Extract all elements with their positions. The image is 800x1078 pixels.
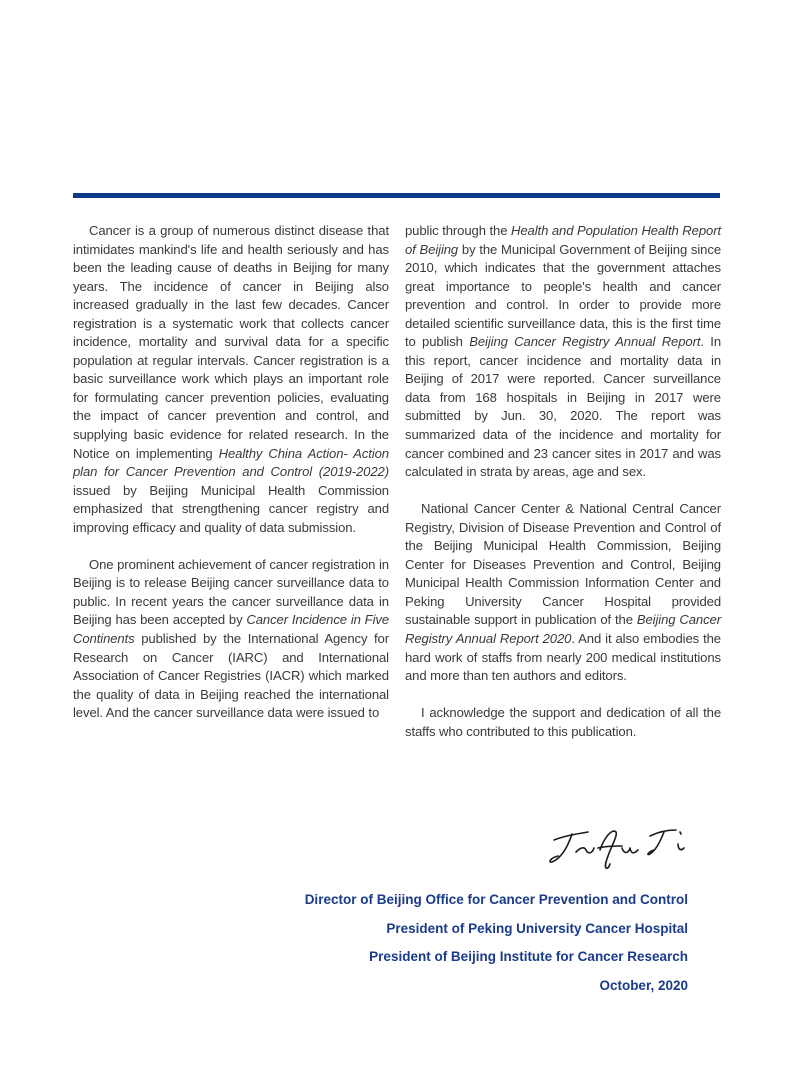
paragraph-achievement-continued [405,222,721,482]
italic-title: Health and Population Health Report of Beijing [405,223,721,257]
paragraph-text: by the Municipal Government of Beijing since 2010, which indicates that the government attaches great importance to people's health and cancer prevention and control. In order to provide more detailed scientific surveillance data, this is the first time to publish [405,241,721,350]
paragraph-achievement [73,556,389,723]
paragraph-text: public through the [405,223,511,238]
italic-title: Cancer Incidence in Five Continents [73,612,390,646]
header-rule [73,193,720,198]
signatory-title-3: President of Beijing Institute for Cancer Research [369,949,688,965]
paragraph-acknowledgement-staff [405,704,721,741]
paragraph-text: published by the International Agency for Research on Cancer (IARC) and International Association of Cancer Registries (IACR) which marked the quality of data in Beijing reached the international level. And the cancer surveillance data were issued to [73,630,389,721]
handwritten-signature [546,818,696,873]
paragraph-text: I acknowledge the support and dedication of all the staffs who contributed to this publication. [405,705,721,739]
signature-date: October, 2020 [599,977,688,993]
italic-title: Healthy China Action- Action plan for Cancer Prevention and Control (2019-2022) [73,445,389,480]
paragraph-text: . In this report, cancer incidence and mortality data in Beijing of 2017 were reported. Cancer surveillance data from 168 hospitals in Beijing in 2017 were submitted by Jun. 30, 2020. The report was summarized data of the incidence and mortality for cancer combined and 23 cancer sites in 2017 and was calculated in strata by areas, age and sex. [405,334,722,480]
right-column [405,222,721,760]
paragraph-text: . And it also embodies the hard work of staffs from nearly 200 medical institutions and more than ten authors and editors. [405,630,721,684]
signatory-title-1: Director of Beijing Office for Cancer Prevention and Control [304,892,688,907]
left-column [73,222,389,741]
paragraph-text: One prominent achievement of cancer registration in Beijing is to release Beijing cancer surveillance data to public. In recent years the cancer surveillance data in Beijing has been accepted by [73,556,389,628]
paragraph-text: Cancer is a group of numerous distinct disease that intimidates mankind's life and health seriously and has been the leading cause of deaths in Beijing for many years. The incidence of cancer in Beijing also increased gradually in the last few decades. Cancer registration is a systematic work that collects cancer incidence, mortality and survival data for a specific population at regular intervals. Cancer registration is a basic surveillance work which plays an important role for formulating cancer prevention policies, evaluating the impact of cancer prevention and control, and supplying basic evidence for related research. In the Notice on implementing [73,223,389,461]
paragraph-intro [73,222,389,537]
paragraph-text: issued by Beijing Municipal Health Commission emphasized that strengthening cancer registry and improving efficacy and quality of data submission. [73,482,389,535]
signature-block [305,886,688,1000]
italic-title: Beijing Cancer Registry Annual Report 2020 [405,612,721,646]
paragraph-text: National Cancer Center & National Central Cancer Registry, Division of Disease Prevention and Control of the Beijing Municipal Health Commission, Beijing Center for Diseases Prevention and Control, Beijing Municipal Health Commission Information Center and Peking University Cancer Hospital provided sustainable support in publication of the [405,501,721,628]
signatory-title-2: President of Peking University Cancer Hospital [386,920,688,936]
italic-title: Beijing Cancer Registry Annual Report [469,334,701,350]
paragraph-acknowledgement-orgs [405,500,721,685]
